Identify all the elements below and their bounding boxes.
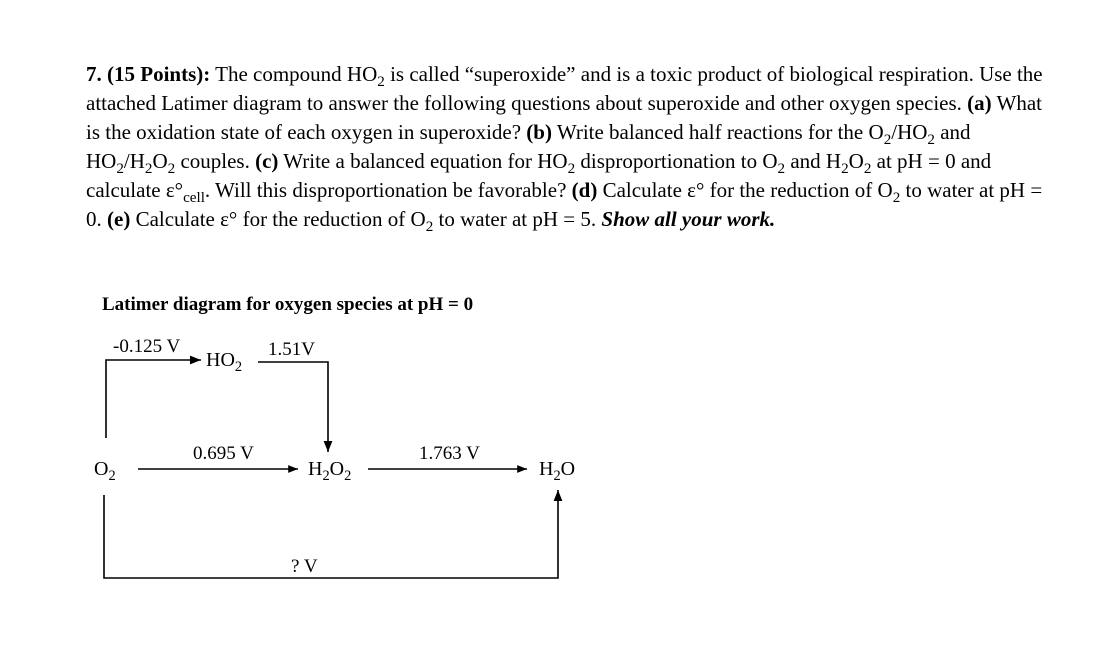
potential-o2-ho2: -0.125 V [113,336,181,357]
potential-o2-h2o2: 0.695 V [193,443,254,464]
potential-o2-h2o-unknown: ? V [291,556,318,577]
arrow-o2-to-h2o [104,490,558,578]
part-e-label: (e) [107,207,131,231]
arrow-o2-to-ho2 [106,360,201,438]
species-ho2: $HO_2$ [206,349,243,375]
question-number: 7. (15 Points): [86,62,211,86]
arrow-ho2-to-h2o2 [258,362,328,452]
potential-ho2-h2o2: 1.51V [268,339,315,360]
part-c-label: (c) [255,149,279,173]
species-o2: $O_2$ [94,458,116,484]
potential-h2o2-h2o: 1.763 V [419,443,480,464]
part-b-label: (b) [526,120,552,144]
species-h2o: $H_2O$ [539,458,576,484]
question-block [86,60,1046,234]
part-d-label: (d) [571,178,598,202]
show-work-note: Show all your work. [601,207,776,231]
part-a-label: (a) [967,91,992,115]
diagram-title: Latimer diagram for oxygen species at pH = 0 [102,294,474,315]
species-h2o2: $H_2O_2$ [308,458,352,484]
part-a-text: What is the oxidation state of each oxygen in superoxide? [86,91,1043,144]
question-text: 7. (15 Points): The compound $HO_2$ is called “superoxide” and is a toxic product of biological respiration. Use the attached Latimer diagram to answer the following questions about superoxide and other oxygen species. (a) What is the oxidation state of each oxygen in superoxide? (b) Write balanced half reactions for the $O_2/HO_2$ and $HO_2/H_2O_2$ couples. (c) Write a balanced equation for $HO_2$ disproportionation to $O_2$ and $H_2O_2$ at pH = 0 and calculate $\varepsilon^\circ_{cell}$. Will this disproportionation be favorable? (d) Calculate ε° for the reduction of $O_2$ to water at pH = 0. (e) Calculate ε° for the reduction of $O_2$ to water at pH = 5. Show all your work. [86,62,1043,236]
